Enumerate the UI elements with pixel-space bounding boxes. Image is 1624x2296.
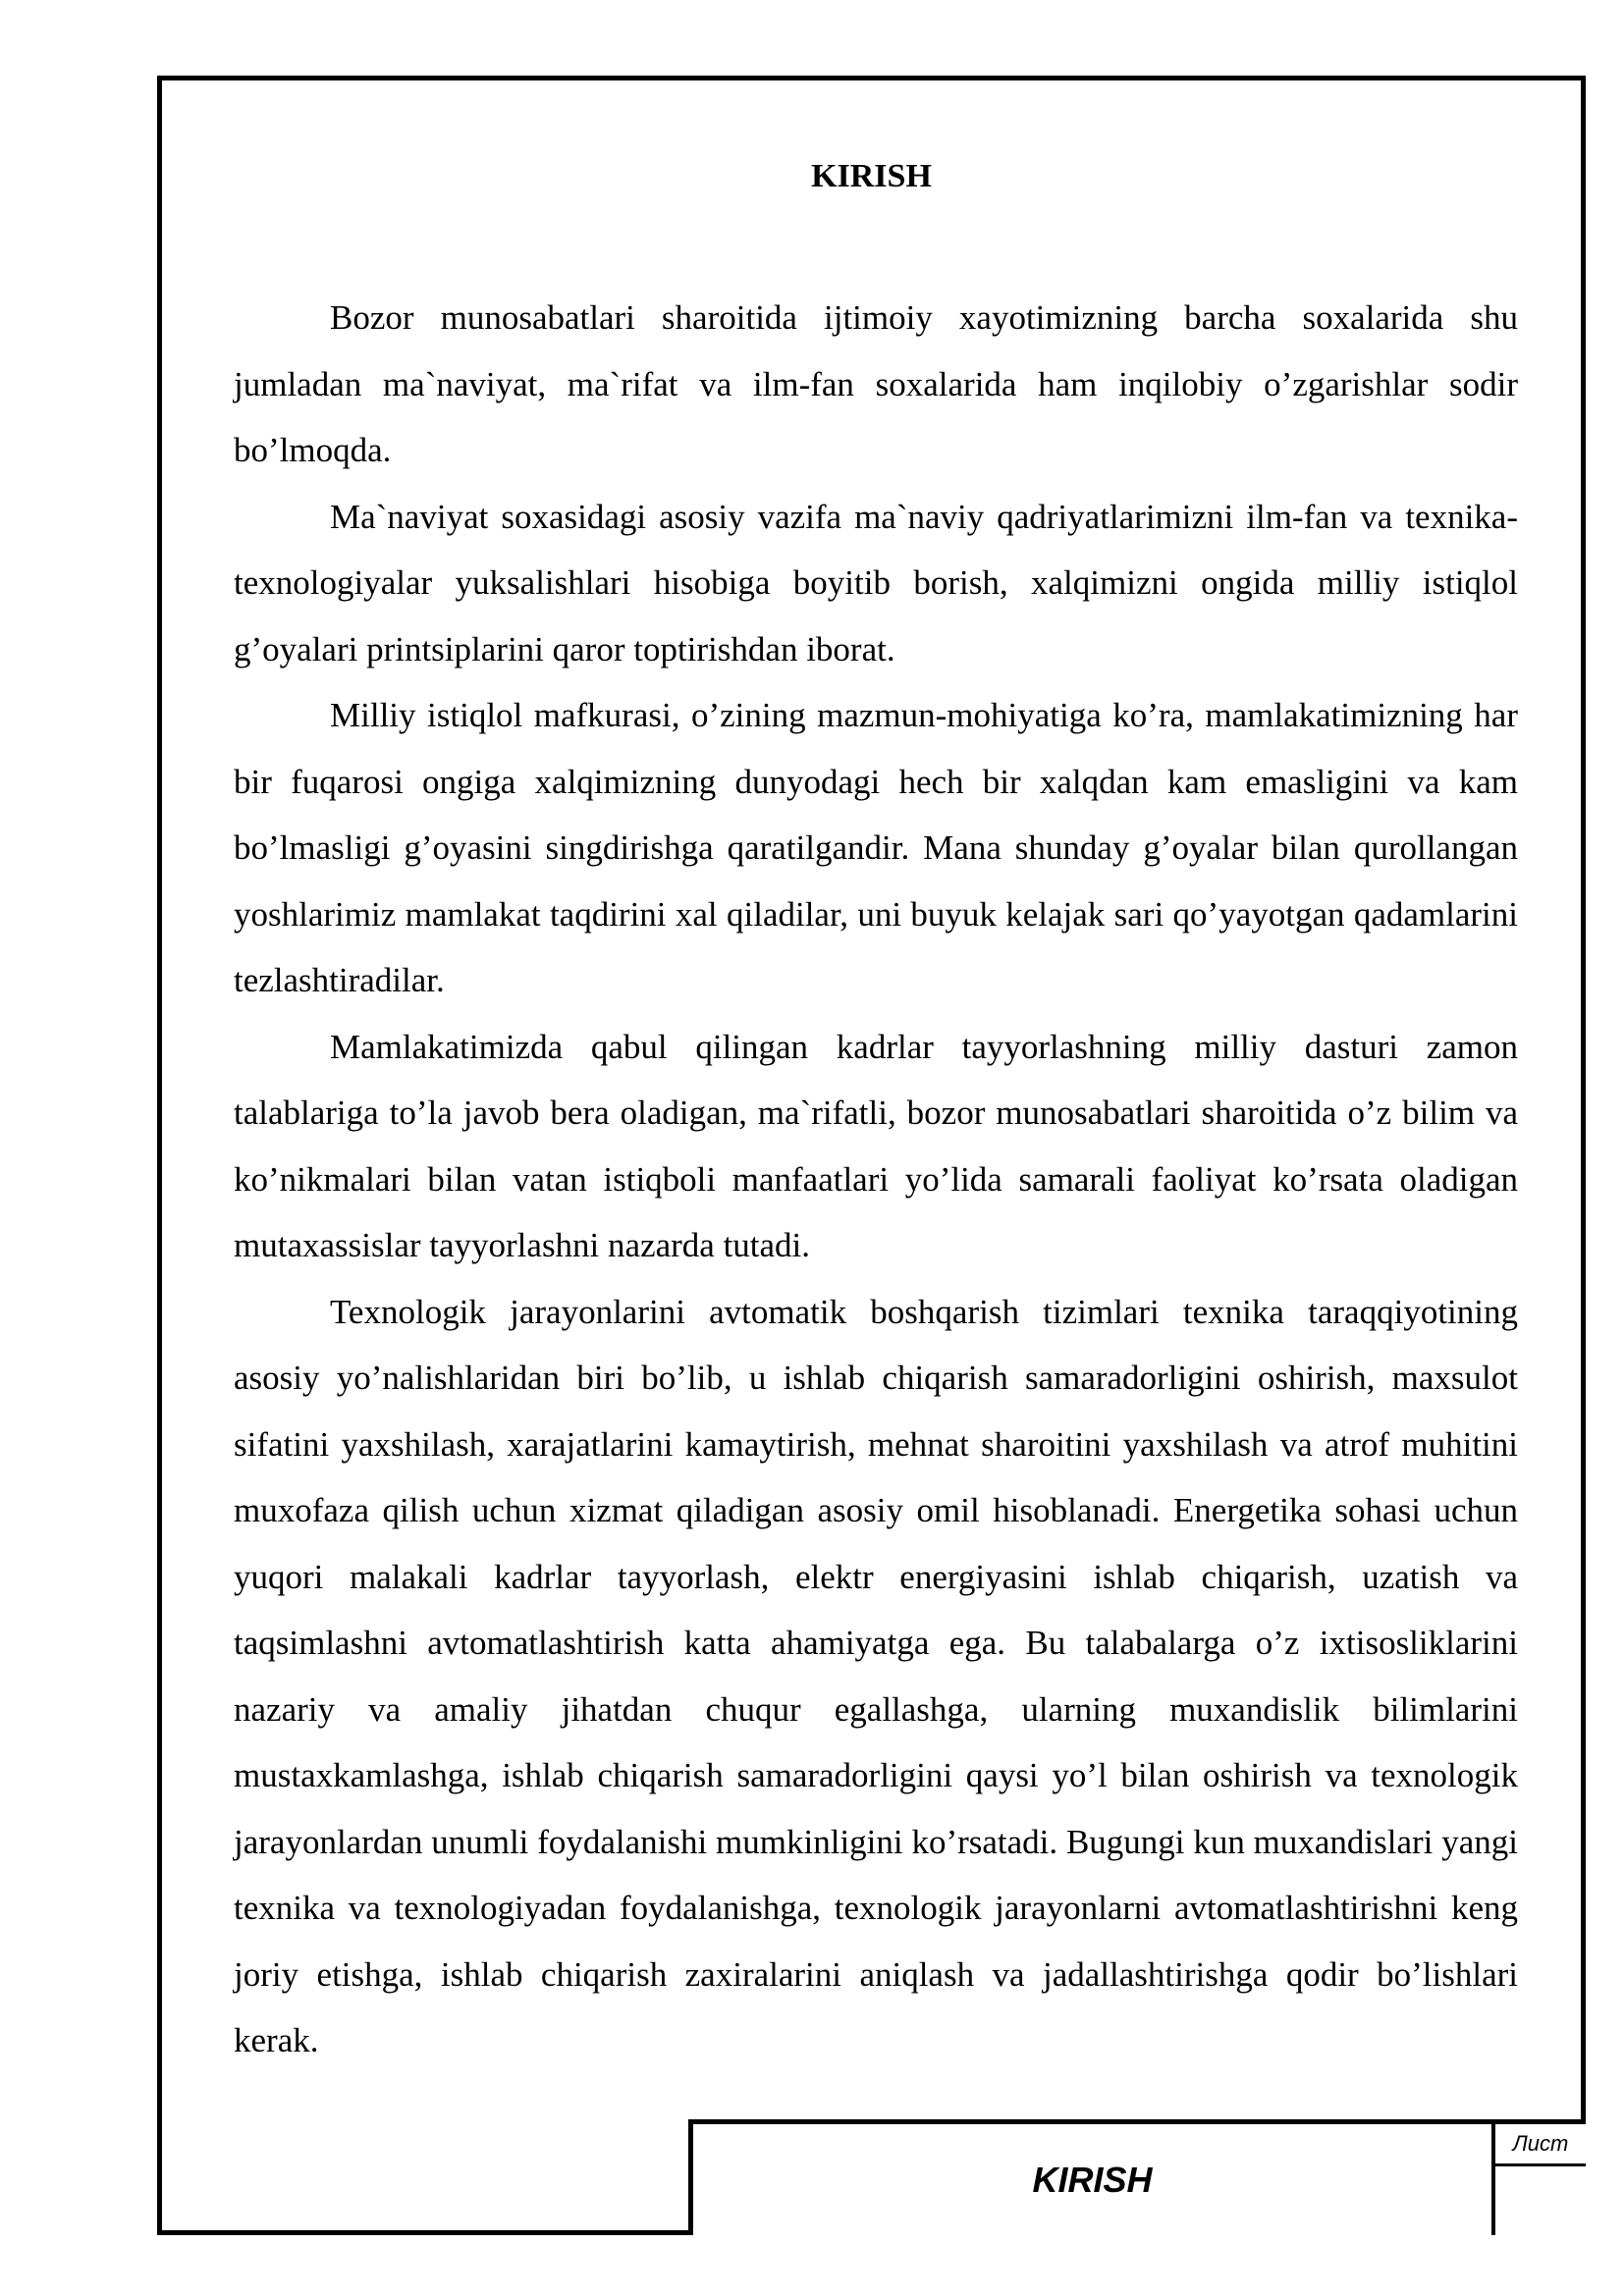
sheet-number bbox=[1495, 2166, 1586, 2235]
paragraph-2: Ma`naviyat soxasidagi asosiy vazifa ma`naviy qadriyatlarimizni ilm-fan va texnika-texnologiyalar yuksalishlari hisobiga boyitib borish, xalqimizni ongida milliy istiqlol g’oyalari printsiplarini qaror toptirishdan iborat. bbox=[234, 497, 1518, 668]
sheet-box bbox=[1491, 2124, 1586, 2235]
title-block-title: KIRISH bbox=[1032, 2159, 1153, 2200]
paragraph-5: Texnologik jarayonlarini avtomatik boshqarish tizimlari texnika taraqqiyotining asosiy yo’nalishlaridan biri bo’lib, u ishlab chiqarish samaradorligini oshirish, maxsulot sifatini yaxshilash, xarajatlarini kamaytirish, mehnat sharoitini yaxshilash va atrof muhitini muxofaza qilish uchun xizmat qiladigan asosiy omil hisoblanadi. Energetika sohasi uchun yuqori malakali kadrlar tayyorlash, elektr energiyasini ishlab chiqarish, uzatish va taqsimlashni avtomatlashtirish katta ahamiyatga ega. Bu talabalarga o’z ixtisosliklarini nazariy va amaliy jihatdan chuqur egallashga, ularning muxandislik bilimlarini mustaxkamlashga, ishlab chiqarish samaradorligini qaysi yo’l bilan oshirish va texnologik jarayonlardan unumli foydalanishi mumkinligini ko’rsatadi. Bugungi kun muxandislari yangi texnika va texnologiyadan foydalanishga, texnologik jarayonlarni avtomatlashtirishni keng joriy etishga, ishlab chiqarish zaxiralarini aniqlash va jadallashtirishga qodir bo’lishlari kerak. bbox=[234, 1292, 1518, 2059]
page-title: KIRISH bbox=[811, 158, 932, 194]
sheet-label: Лист bbox=[1495, 2124, 1586, 2166]
paragraph-3: Milliy istiqlol mafkurasi, o’zining mazmun-mohiyatiga ko’ra, mamlakatimizning har bir fuqarosi ongiga xalqimizning dunyodagi hech bir xalqdan kam emasligini va kam bo’lmasligi g’oyasini singdirishga qaratilgandir. Mana shunday g’oyalar bilan qurollangan yoshlarimiz mamlakat taqdirini xal qiladilar, uni buyuk kelajak sari qo’yayotgan qadamlarini tezlashtiradilar. bbox=[234, 696, 1518, 999]
title-block bbox=[688, 2119, 1586, 2235]
paragraph-4: Mamlakatimizda qabul qilingan kadrlar tayyorlashning milliy dasturi zamon talablariga to’la javob bera oladigan, ma`rifatli, bozor munosabatlari sharoitida o’z bilim va ko’nikmalari bilan vatan istiqboli manfaatlari yo’lida samarali faoliyat ko’rsata oladigan mutaxassislar tayyorlashni nazarda tutadi. bbox=[234, 1027, 1518, 1264]
paragraph-1: Bozor munosabatlari sharoitida ijtimoiy xayotimizning barcha soxalarida shu jumladan ma`naviyat, ma`rifat va ilm-fan soxalarida ham inqilobiy o’zgarishlar sodir bo’lmoqda. bbox=[234, 298, 1518, 469]
document-body bbox=[234, 285, 1518, 2074]
